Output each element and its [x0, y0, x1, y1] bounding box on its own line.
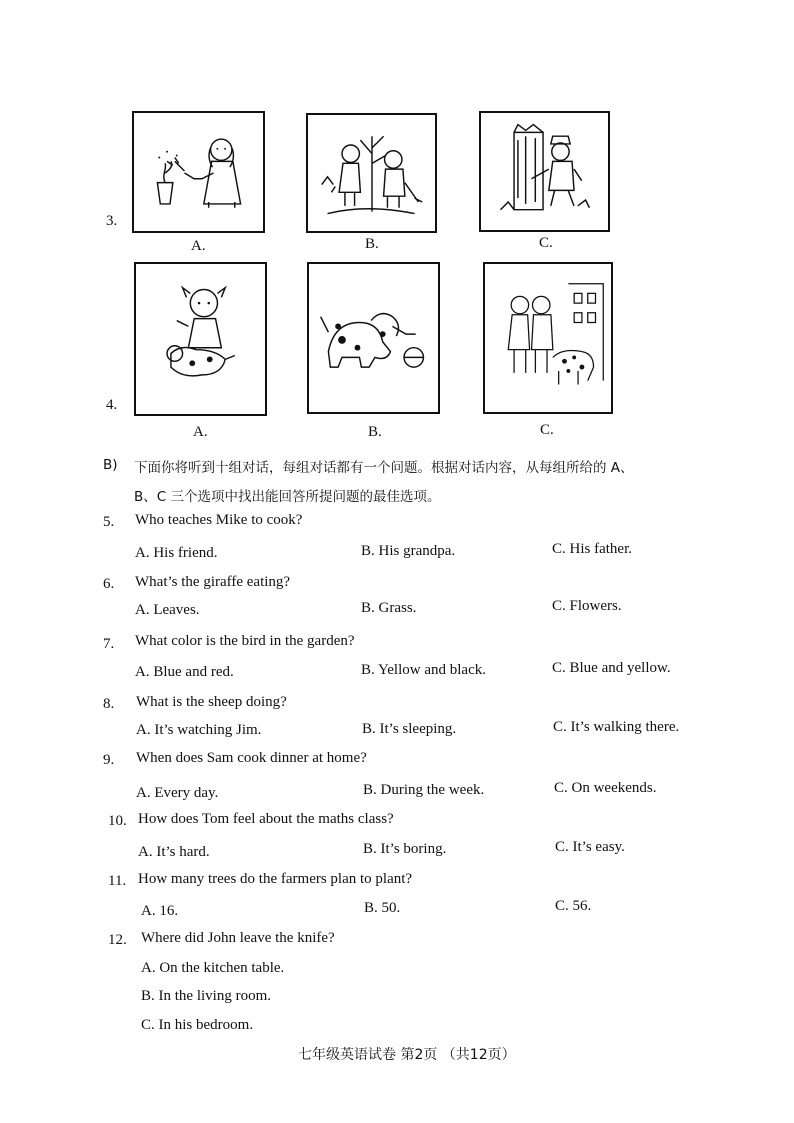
children-with-dalmatian-icon: [485, 264, 611, 412]
answer-option[interactable]: A. Blue and red.: [135, 664, 234, 680]
question-number: 12.: [108, 932, 127, 948]
question-number: 8.: [103, 696, 115, 712]
option-label-a: A.: [193, 424, 208, 440]
question-text: When does Sam cook dinner at home?: [136, 750, 367, 766]
question-number: 7.: [103, 636, 115, 652]
section-instruction: B、C 三个选项中找出能回答所提问题的最佳选项。: [134, 489, 441, 505]
question-text: What color is the bird in the garden?: [135, 633, 355, 649]
question-text: How does Tom feel about the maths class?: [138, 811, 394, 827]
answer-option[interactable]: A. On the kitchen table.: [141, 960, 285, 976]
question-text: What’s the giraffe eating?: [135, 574, 291, 590]
page-footer: 七年级英语试卷 第2页 （共12页）: [298, 1047, 516, 1063]
question-text: Who teaches Mike to cook?: [135, 512, 303, 528]
girl-watering-plant-picture[interactable]: [132, 111, 265, 233]
option-label-c: C.: [540, 422, 554, 438]
answer-option[interactable]: A. Leaves.: [135, 602, 200, 618]
answer-option[interactable]: A. It’s watching Jim.: [136, 722, 262, 738]
answer-option[interactable]: A. It’s hard.: [138, 844, 210, 860]
question-text: How many trees do the farmers plan to plant?: [138, 871, 413, 887]
answer-option[interactable]: C. In his bedroom.: [141, 1017, 254, 1033]
answer-option[interactable]: B. His grandpa.: [361, 543, 456, 559]
option-label-c: C.: [539, 235, 553, 251]
answer-option[interactable]: B. It’s boring.: [363, 841, 447, 857]
answer-option[interactable]: B. It’s sleeping.: [362, 721, 457, 737]
answer-option[interactable]: C. Flowers.: [552, 598, 622, 614]
question-number: 3.: [106, 213, 118, 229]
option-label-a: A.: [191, 238, 206, 254]
answer-option[interactable]: C. His father.: [552, 541, 632, 557]
answer-option[interactable]: C. It’s easy.: [555, 839, 625, 855]
option-label-b: B.: [365, 236, 379, 252]
question-number: 6.: [103, 576, 115, 592]
section-marker: B): [103, 457, 118, 473]
answer-option[interactable]: B. In the living room.: [141, 988, 271, 1004]
answer-option[interactable]: C. On weekends.: [554, 780, 657, 796]
boy-cutting-tree-icon: [481, 113, 608, 230]
children-planting-tree-picture[interactable]: [306, 113, 437, 233]
answer-option[interactable]: C. It’s walking there.: [553, 719, 680, 735]
question-text: Where did John leave the knife?: [141, 930, 335, 946]
question-number: 4.: [106, 397, 118, 413]
question-number: 9.: [103, 752, 115, 768]
children-with-dalmatian-picture[interactable]: [483, 262, 613, 414]
children-planting-tree-icon: [308, 115, 435, 231]
question-number: 5.: [103, 514, 115, 530]
answer-option[interactable]: A. His friend.: [135, 545, 218, 561]
section-instruction: 下面你将听到十组对话，每组对话都有一个问题。根据对话内容，从每组所给的 A、: [134, 460, 634, 476]
question-number: 11.: [108, 873, 127, 889]
boy-cutting-tree-picture[interactable]: [479, 111, 610, 232]
answer-option[interactable]: B. Yellow and black.: [361, 662, 486, 678]
option-label-b: B.: [368, 424, 382, 440]
answer-option[interactable]: C. 56.: [555, 898, 592, 914]
dog-with-ball-picture[interactable]: [307, 262, 440, 414]
girl-with-dog-icon: [136, 264, 265, 414]
answer-option[interactable]: A. 16.: [141, 903, 179, 919]
answer-option[interactable]: B. During the week.: [363, 782, 485, 798]
dog-with-ball-icon: [309, 264, 438, 412]
girl-with-dog-picture[interactable]: [134, 262, 267, 416]
answer-option[interactable]: B. Grass.: [361, 600, 417, 616]
question-number: 10.: [108, 813, 127, 829]
question-text: What is the sheep doing?: [136, 694, 287, 710]
answer-option[interactable]: C. Blue and yellow.: [552, 660, 671, 676]
answer-option[interactable]: A. Every day.: [136, 785, 219, 801]
girl-watering-plant-icon: [134, 113, 263, 231]
answer-option[interactable]: B. 50.: [364, 900, 401, 916]
